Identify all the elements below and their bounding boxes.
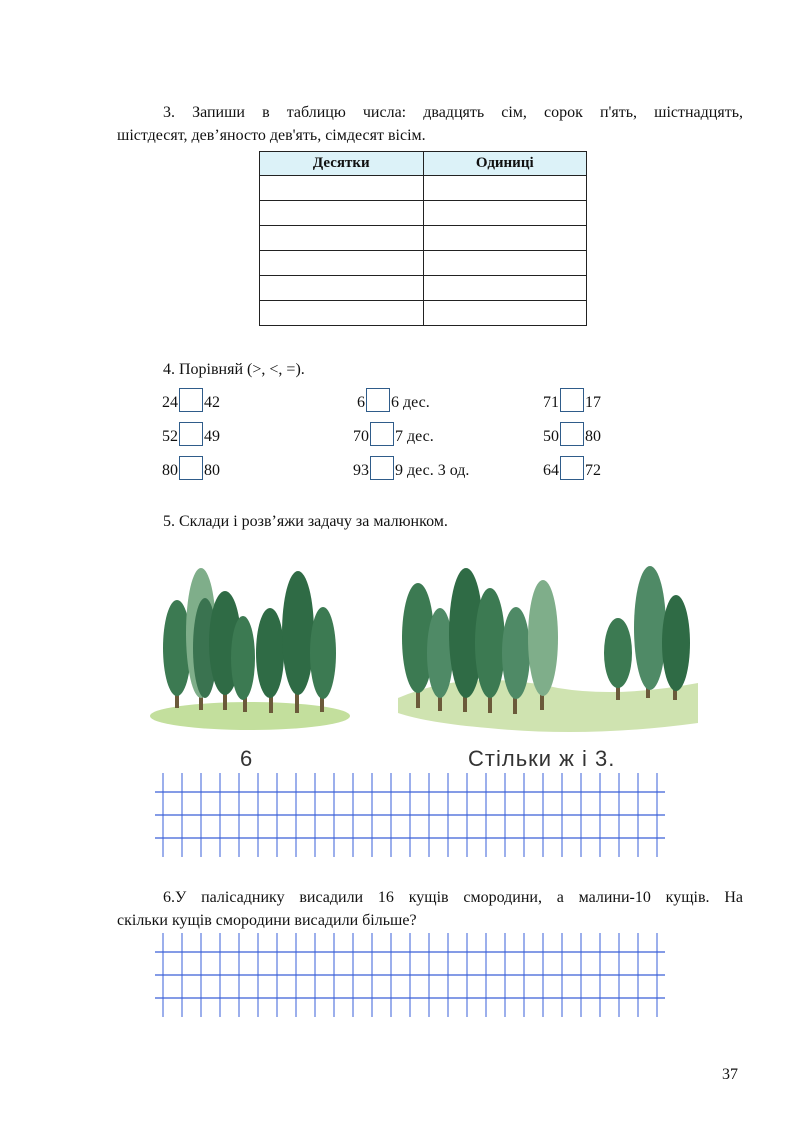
compare-box[interactable] (560, 422, 584, 446)
units-cell[interactable] (423, 226, 587, 251)
tens-cell[interactable] (260, 276, 424, 301)
tree-group-left (163, 568, 336, 713)
illustration-label-left: 6 (240, 746, 253, 771)
header-tens: Десятки (260, 152, 424, 176)
compare-box[interactable] (560, 456, 584, 480)
units-cell[interactable] (423, 176, 587, 201)
tens-cell[interactable] (260, 251, 424, 276)
page-number: 37 (722, 1066, 738, 1083)
compare-box[interactable] (370, 456, 394, 480)
task4-title: 4. Порівняй (>, <, =). (163, 361, 305, 378)
compare-item: 64 72 (543, 456, 601, 480)
compare-box[interactable] (366, 388, 390, 412)
header-units: Одиниці (423, 152, 587, 176)
task6-line2: скільки кущів смородини висадили більше? (117, 912, 417, 929)
compare-box[interactable] (179, 388, 203, 412)
compare-item: 71 17 (543, 388, 601, 412)
units-cell[interactable] (423, 251, 587, 276)
compare-item: 70 7 дес. (353, 422, 434, 446)
table-row (260, 226, 587, 251)
tens-cell[interactable] (260, 201, 424, 226)
compare-item: 6 6 дес. (357, 388, 430, 412)
compare-box[interactable] (179, 456, 203, 480)
table-row (260, 251, 587, 276)
tens-cell[interactable] (260, 301, 424, 326)
units-cell[interactable] (423, 201, 587, 226)
answer-grid-task6[interactable] (155, 930, 665, 1020)
trees-illustration-left (145, 538, 355, 738)
task3-line2: шістдесят, дев’яносто дев'ять, сімдесят вісім. (117, 127, 426, 144)
compare-box[interactable] (370, 422, 394, 446)
trees-illustration-right (388, 538, 708, 738)
compare-box[interactable] (560, 388, 584, 412)
compare-item: 50 80 (543, 422, 601, 446)
table-row (260, 301, 587, 326)
units-cell[interactable] (423, 301, 587, 326)
units-cell[interactable] (423, 276, 587, 301)
tens-units-table (259, 151, 587, 326)
compare-item: 80 80 (162, 456, 220, 480)
compare-box[interactable] (179, 422, 203, 446)
compare-item: 52 49 (162, 422, 220, 446)
tree-group-right (402, 566, 690, 714)
answer-grid-task5[interactable] (155, 770, 665, 860)
table-row (260, 176, 587, 201)
task5-title: 5. Склади і розв’яжи задачу за малюнком. (163, 513, 448, 530)
task3-line1: 3. Запиши в таблицю числа: двадцять сім, сорок п'ять, шістнадцять, (163, 104, 743, 121)
table-row (260, 276, 587, 301)
task6-line1: 6.У палісаднику висадили 16 кущів смородини, а малини-10 кущів. На (163, 889, 743, 906)
compare-item: 93 9 дес. 3 од. (353, 456, 469, 480)
compare-item: 24 42 (162, 388, 220, 412)
table-row (260, 201, 587, 226)
tens-cell[interactable] (260, 176, 424, 201)
illustration-label-right: Стільки ж і 3. (468, 746, 616, 771)
tens-cell[interactable] (260, 226, 424, 251)
